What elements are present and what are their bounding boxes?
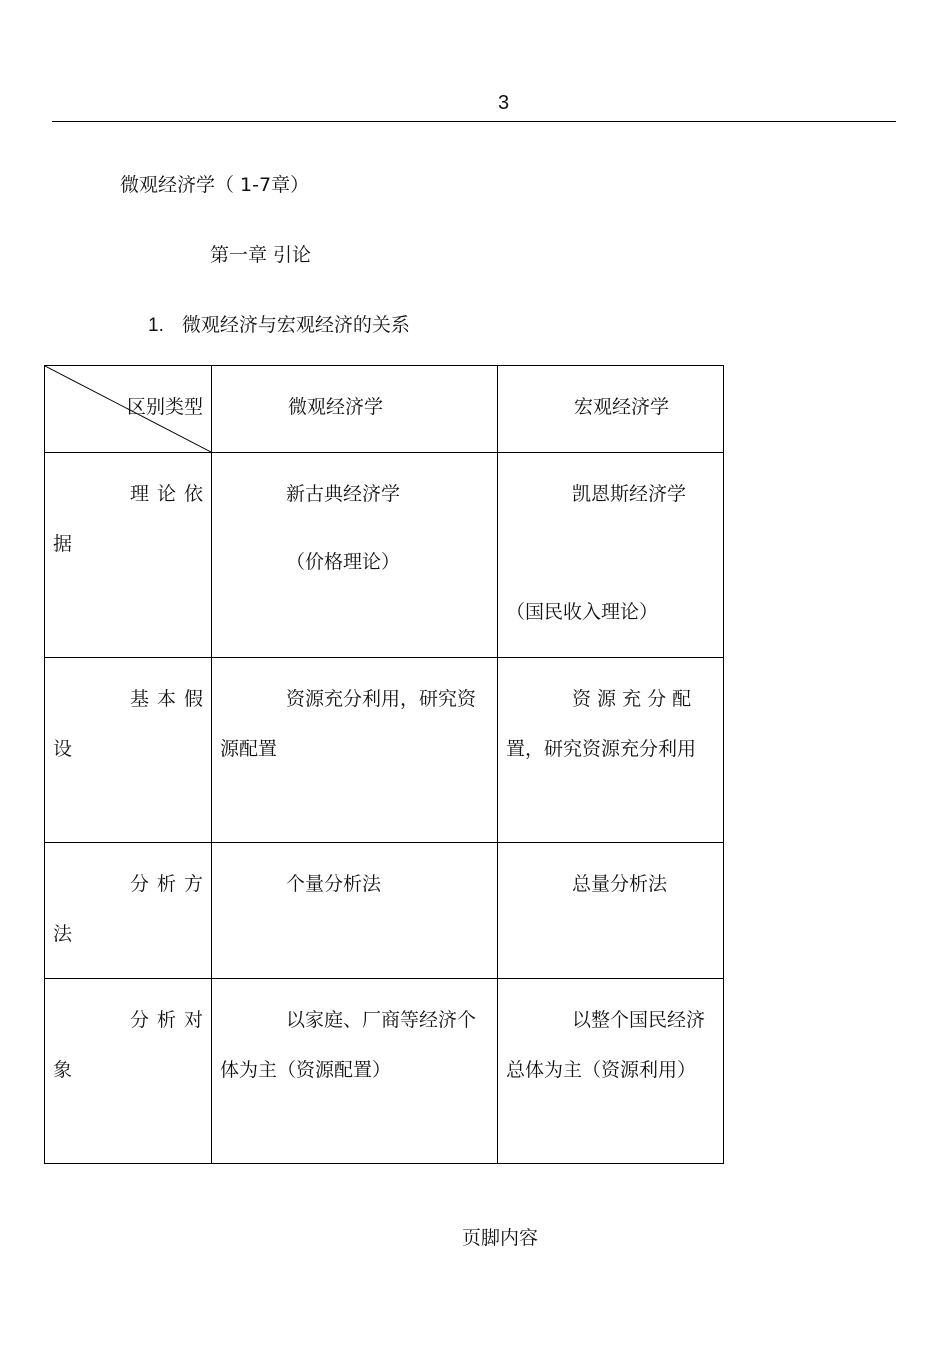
macro-sub: （国民收入理论） — [506, 601, 659, 623]
cell-macro — [498, 453, 724, 658]
cell-micro — [212, 453, 498, 658]
cell-micro: 个量分析法 — [212, 843, 498, 979]
micro-sub: （价格理论） — [286, 551, 401, 573]
cell-macro: 总量分析法 — [498, 843, 724, 979]
footer-text: 页脚内容 — [462, 1227, 539, 1249]
row-label: 基 本 假设 — [45, 658, 212, 843]
section-text: 微观经济与宏观经济的关系 — [181, 314, 410, 336]
corner-label: 区别类型 — [126, 396, 203, 418]
document-title: 微观经济学（ 1-7章） — [120, 174, 310, 196]
table-row — [45, 843, 724, 979]
section-heading — [148, 310, 410, 337]
table-row — [45, 453, 724, 658]
header-micro: 微观经济学 — [212, 366, 498, 453]
cell-macro: 以整个国民经济总体为主（资源利用） — [498, 979, 724, 1164]
header-rule — [52, 121, 896, 122]
table-row — [45, 979, 724, 1164]
macro-main: 凯恩斯经济学 — [572, 483, 687, 505]
section-number: 1. — [148, 315, 164, 336]
cell-macro: 资 源 充 分 配置，研究资源充分利用 — [498, 658, 724, 843]
table-header-row — [45, 366, 724, 453]
chapter-title: 第一章 引论 — [210, 244, 312, 266]
diagonal-corner-cell — [45, 366, 212, 453]
micro-main: 新古典经济学 — [286, 483, 401, 505]
cell-micro: 以家庭、厂商等经济个体为主（资源配置） — [212, 979, 498, 1164]
table-row — [45, 658, 724, 843]
row-label: 理 论 依据 — [45, 453, 212, 658]
cell-micro: 资源充分利用，研究资源配置 — [212, 658, 498, 843]
row-label: 分 析 对象 — [45, 979, 212, 1164]
row-label: 分 析 方法 — [45, 843, 212, 979]
comparison-table — [44, 365, 724, 1164]
page-number: 3 — [498, 92, 510, 114]
header-macro: 宏观经济学 — [498, 366, 724, 453]
